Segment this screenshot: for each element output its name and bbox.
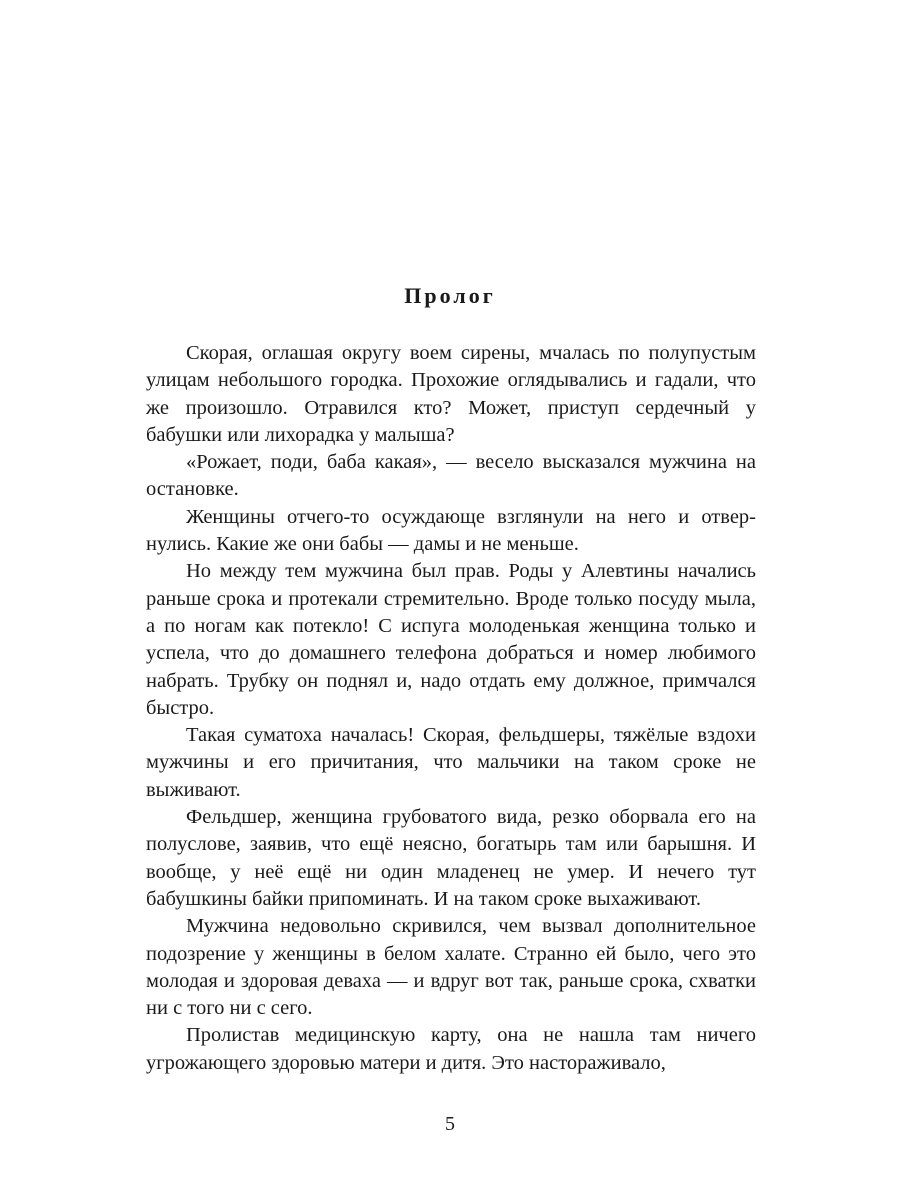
paragraph: Пролистав медицинскую карту, она не нашла там ничего угрожающего здоровью матери и дитя. Это настораживало, [146, 1024, 756, 1074]
body-text [146, 340, 756, 1077]
paragraph: Фельдшер, женщина грубоватого вида, резко оборвала его на полуслове, заявив, что ещё неясно, богатырь там или барышня. И вообще, у неё ещё ни один младенец не умер. И нечего тут бабушкины байки припоминать. И на таком сроке выхаживают. [146, 806, 756, 910]
paragraph: Такая суматоха началась! Скорая, фельдшеры, тяжёлые вздохи мужчины и его причитания, что мальчики на таком сроке не выживают. [146, 724, 756, 801]
paragraph: Женщины отчего-то осуждающе взглянули на него и отвернулись. Какие же они бабы — дамы и не меньше. [146, 505, 756, 556]
paragraph: Мужчина недовольно скривился, чем вызвал дополнительное подозрение у женщины в белом халате. Странно ей было, чего это молодая и здоровая деваха — и вдруг вот так, раньше срока, схватки ни с того ни с сего. [146, 915, 756, 1020]
paragraph: «Рожает, поди, баба какая», — весело высказался мужчина на остановке. [146, 451, 756, 501]
paragraph: Скорая, оглашая округу воем сирены, мчалась по полупустым улицам небольшого городка. Прохожие оглядывались и гадали, что же произошло. Отравился кто? Может, приступ сердечный у бабушки или лихорадка у малыша? [146, 342, 756, 446]
paragraph: Но между тем мужчина был прав. Роды у Алевтины начались раньше срока и протекали стремительно. Вроде только посуду мыла, а по ногам как потекло! С испуга молоденькая женщина только и успела, что до домашнего телефона добраться и номер любимого набрать. Трубку он поднял и, надо отдать ему должное, примчался быстро. [146, 560, 756, 719]
page-number: 5 [445, 1113, 455, 1135]
chapter-title: Пролог [404, 283, 496, 308]
